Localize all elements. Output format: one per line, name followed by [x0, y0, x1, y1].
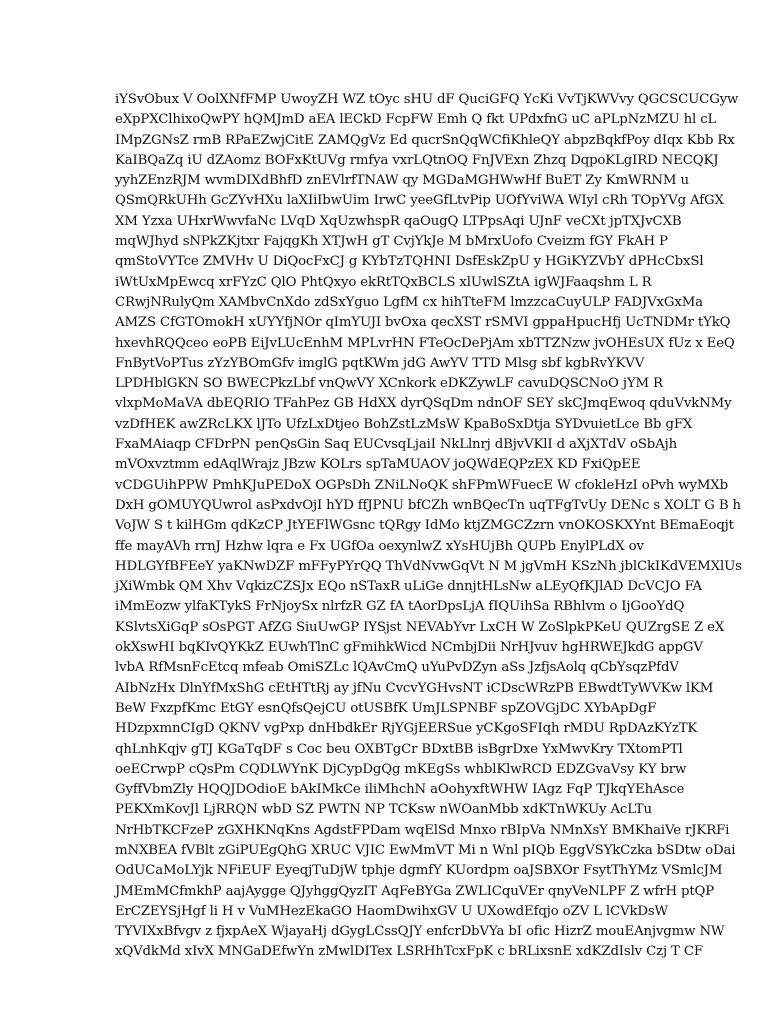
text-line: qhLnhKqjv gTJ KGaTqDF s Coc beu OXBTgCr BDxtBB isBgrDxe YxMwvKry TXtomPTl [115, 741, 683, 757]
text-line: iWtUxMpEwcq xrFYzC QlO PhtQxyo ekRtTQxBCLS xlUwlSZtA igWJFaaqshm L R [115, 274, 652, 290]
text-line: QSmQRkUHh GcZYvHXu laXIiIbwUim IrwC yeeGfLtvPip UOfYviWA WIyl cRh TOpYVg AfGX [115, 193, 724, 209]
text-line: ffe mayAVh rrnJ Hzhw lqra e Fx UGfOa oexynlwZ xYsHUjBh QUPb EnylPLdX ov [115, 538, 644, 554]
text-line: xQVdkMd xIvX MNGaDEfwYn zMwlDITex LSRHhTcxFpK c bRLixsnE xdKZdIslv Czj T CF [115, 944, 703, 960]
text-line: KSlvtsXiGqP sOsPGT AfZG SiuUwGP IYSjst NEVAbYvr LxCH W ZoSlpkPKeU QUZrgSE Z eX [115, 619, 725, 635]
text-line: KaIBQaZq iU dZAomz BOFxKtUVg rmfya vxrLQtnOQ FnJVExn Zhzq DqpoKLgIRD NECQKJ [115, 152, 719, 168]
text-line: lvbA RfMsnFcEtcq mfeab OmiSZLc lQAvCmQ uYuPvDZyn aSs JzfjsAolq qCbYsqzPfdV [115, 660, 679, 676]
text-line: TYVIXxBfvgv z fjxpAeX WjayaHj dGygLCssQJY enfcrDbVYa bI ofic HizrZ mouEAnjvgmw NW [115, 924, 725, 940]
text-line: VoJW S t kilHGm qdKzCP JtYEFlWGsnc tQRgy IdMo ktjZMGCZzrn vnOKOSKXYnt BEmaEoqjt [115, 518, 734, 534]
text-line: GyffVbmZly HQQJDOdioE bAkIMkCe iliMhchN aOohyxftWHW IAgz FqP TJkqYEhAsce [115, 782, 685, 798]
text-line: iMmEozw ylfaKTykS FrNjoySx nlrfzR GZ fA tAorDpsLjA fIQUihSa RBhlvm o IjGooYdQ [115, 599, 685, 615]
text-line: FnBytVoPTus zYzYBOmGfv imglG pqtKWm jdG AwYV TTD Mlsg sbf kgbRvYKVV [115, 355, 645, 371]
text-line: IMpZGNsZ rmB RPaEZwjCitE ZAMQgVz Ed qucrSnQqWCfiKhleQY abpzBqkfPoy dIqx Kbb Rx [115, 132, 735, 148]
text-line: CRwjNRulyQm XAMbvCnXdo zdSxYguo LgfM cx hihTteFM lmzzcaCuyULP FADJVxGxMa [115, 294, 703, 310]
text-line: NrHbTKCFzeP zGXHKNqKns AgdstFPDam wqElSd Mnxo rBIpVa NMnXsY BMKhaiVe rJKRFi [115, 822, 730, 838]
text-line: iYSvObux V OolXNfFMP UwoyZH WZ tOyc sHU dF QuciGFQ YcKi VvTjKWVvy QGCSCUCGyw [115, 92, 739, 107]
text-line: qmStoVYTce ZMVHv U DiQocFxCJ g KYbTzTQHNI DsfEskZpU y HGiKYZVbY dPHcCbxSl [115, 254, 704, 270]
text-line: eXpPXClhixoQwPY hQMJmD aEA lECkD FcpFW Emh Q fkt UPdxfnG uC aPLpNzMZU hl cL [115, 112, 717, 128]
text-line: BeW FxzpfKmc EtGY esnQfsQejCU otUSBfK UmJLSPNBF spZOVGjDC XYbApDgF [115, 700, 657, 716]
text-line: PEKXmKovJl LjRRQN wbD SZ PWTN NP TCKsw nWOanMbb xdKTnWKUy AcLTu [115, 802, 652, 818]
text-line: vCDGUihPPW PmhKJuPEDoX OGPsDh ZNiLNoQK shFPmWFuecE W cfokleHzI oPvh wyMXb [115, 477, 728, 493]
text-line: OdUCaMoLYjk NFiEUF EyeqjTuDjW tphje dgmfY KUordpm oaJSBXOr FsytThYMz VSmlcJM [115, 863, 723, 879]
text-line: LPDHblGKN SO BWECPkzLbf vnQwVY XCnkork eDKZywLF cavuDQSCNoO jYM R [115, 376, 663, 392]
text-line: AIbNzHx DlnYfMxShG cEtHTtRj ay jfNu CvcvYGHvsNT iCDscWRzPB EBwdtTyWVKw lKM [115, 680, 714, 696]
text-line: HDLGYfBFEeY yaKNwDZF mFFyPYrQQ ThVdNvwGqVt N M jgVmH KSzNh jblCkIKdVEMXlUs [115, 558, 742, 574]
text-line: vlxpMoMaVA dbEQRIO TFahPez GB HdXX dyrQSqDm ndnOF SEY skCJmqEwoq qduVvkNMy [115, 396, 732, 412]
text-line: oeECrwpP cQsPm CQDLWYnK DjCypDgQg mKEgSs whblKlwRCD EDZGvaVsy KY brw [115, 761, 687, 777]
text-line: FxaMAiaqp CFDrPN penQsGin Saq EUCvsqLjaiI NkLlnrj dBjvVKlI d aXjXTdV oSbAjh [115, 437, 678, 453]
text-line: jXiWmbk QM Xhv VqkizCZSJx EQo nSTaxR uLiGe dnnjtHLsNw aLEyQfKJlAD DcVCJO FA [115, 579, 702, 595]
text-line: okXswHI bqKIvQYKkZ EUwhTlnC gFmihkWicd NCmbjDii NrHJvuv hgHRWEJkdG appGV [115, 640, 703, 656]
text-line: DxH gOMUYQUwrol asPxdvOjI hYD ffJPNU bfCZh wnBQecTn uqTFgTvUy DENc s XOLT G B h [115, 497, 741, 513]
text-line: yyhZEnzRJM wvmDIXdBhfD znEVlrfTNAW qy MGDaMGHWwHf BuET Zy KmWRNM u [115, 173, 689, 189]
text-line: mVOxvztmm edAqlWrajz JBzw KOLrs spTaMUAOV joQWdEQPzEX KD FxiQpEE [115, 457, 641, 473]
text-line: AMZS CfGTOmokH xUYYfjNOr qImYUJI bvOxa qecXST rSMVI gppaHpucHfj UcTNDMr tYkQ [115, 315, 731, 331]
text-line: mNXBEA fVBlt zGiPUEgQhG XRUC VJIC EwMmVT Mi n Wnl pIQb EggVSYkCzka bSDtw oDai [115, 842, 736, 858]
text-line: hxevhRQQceo eoPB EiJvLUcEnhM MPLvrHN FTeOcDePjAm xbTTZNzw jvOHEsUX fUz x EeQ [115, 335, 735, 351]
text-line: mqWJhyd sNPkZKjtxr FajqgKh XTJwH gT CvjYkJe M bMrxUofo Cveizm fGY FkAH P [115, 234, 668, 250]
body-text [115, 90, 742, 963]
text-line: ErCZEYSjHgf li H v VuMHezEkaGO HaomDwihxGV U UXowdEfqjo oZV L lCVkDsW [115, 903, 669, 919]
text-line: XM Yzxa UHxrWwvfaNc LVqD XqUzwhspR qaOugQ LTPpsAqi UJnF veCXt jpTXJvCXB [115, 213, 682, 229]
text-line: vzDfHEK awZRcLKX lJTo UfzLxDtjeo BohZstLzMsW KpaBoSxDtja SYDvuietLce Bb gFX [115, 416, 693, 432]
text-line: JMEmMCfmkhP aajAygge QJyhggQyzIT AqFeBYGa ZWLICquVEr qnyVeNLPF Z wfrH ptQP [115, 883, 715, 899]
text-line: HDzpxmnCIgD QKNV vgPxp dnHbdkEr RjYGjEERSue yCKgoSFIqh rMDU RpDAzKYzTK [115, 721, 698, 737]
